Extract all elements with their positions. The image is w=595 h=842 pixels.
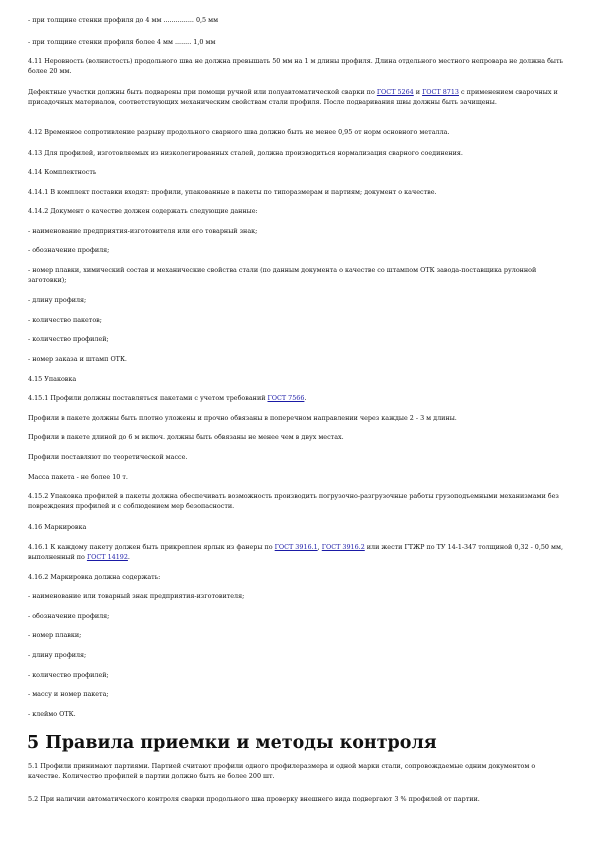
list-item xyxy=(28,335,568,345)
list-item xyxy=(28,671,568,681)
text-run: - количество профилей; xyxy=(28,335,109,343)
text-run: 4.14 Комплектность xyxy=(28,168,97,176)
text-run: - клеймо ОТК. xyxy=(28,710,76,718)
list-item xyxy=(28,266,568,285)
list-item xyxy=(28,612,568,622)
text-run: 4.12 Временное сопротивление разрыву продольного сварного шва должно быть не менее 0,95 от норм основного металла. xyxy=(28,128,450,136)
text-run: 4.11 Неровность (волнистость) продольного шва не должна превышать 50 мм на 1 м длины профиля. Длина отдельного местного непровара не должна быть более 20 мм. xyxy=(28,57,564,75)
standard-reference-link[interactable]: ГОСТ 14192 xyxy=(86,552,128,561)
text-run: 5.2 При наличии автоматического контроля сварки продольного шва проверку внешнего вида подвергают 3 % профилей от партии. xyxy=(28,795,480,803)
paragraph xyxy=(28,394,568,404)
text-run: - количество пакетов; xyxy=(28,316,102,324)
text-run: 5.1 Профили принимают партиями. Партией считают профили одного профилеразмера и одной марки стали, сопровождаемые одним документом о качестве. Количество профилей в партии должно быть не более 200 шт. xyxy=(28,762,536,780)
text-run: 4.15.1 Профили должны поставляться пакетами с учетом требований xyxy=(28,394,268,402)
list-item xyxy=(28,690,568,700)
paragraph xyxy=(28,38,568,48)
text-run: , xyxy=(317,543,322,551)
paragraph xyxy=(28,795,568,805)
text-run: - номер заказа и штамп ОТК. xyxy=(28,355,127,363)
text-run: - обозначение профиля; xyxy=(28,246,110,254)
paragraph xyxy=(28,573,568,583)
list-item xyxy=(28,246,568,256)
section-heading xyxy=(28,168,568,178)
text-run: - при толщине стенки профиля более 4 мм ........ 1,0 мм xyxy=(28,38,216,46)
text-run: 4.16.1 К каждому пакету должен быть прикреплен ярлык из фанеры по xyxy=(28,543,275,551)
text-run: . xyxy=(304,394,307,402)
chapter-heading: 5 Правила приемки и методы контроля xyxy=(27,733,437,753)
paragraph xyxy=(28,88,568,107)
list-item xyxy=(28,592,568,602)
text-run: - наименование предприятия-изготовителя или его товарный знак; xyxy=(28,227,258,235)
list-item xyxy=(28,355,568,365)
text-run: Дефектные участки должны быть подварены при помощи ручной или полуавтоматической сварки по xyxy=(28,88,377,96)
paragraph xyxy=(28,473,568,483)
section-heading xyxy=(28,523,568,533)
text-run: 4.16.2 Маркировка должна содержать: xyxy=(28,573,161,581)
paragraph xyxy=(28,57,568,76)
text-run: 4.14.1 В комплект поставки входят: профили, упакованные в пакеты по типоразмерам и партиям; документ о качестве. xyxy=(28,188,437,196)
text-run: Профили в пакете должны быть плотно уложены и прочно обвязаны в поперечном направлении через каждые 2 - 3 м длины. xyxy=(28,414,457,422)
text-run: - наименование или товарный знак предприятия-изготовителя; xyxy=(28,592,245,600)
paragraph xyxy=(28,433,568,443)
text-run: - количество профилей; xyxy=(28,671,109,679)
paragraph xyxy=(28,492,568,511)
paragraph xyxy=(28,762,568,781)
paragraph xyxy=(28,16,568,26)
text-run: - номер плавки; xyxy=(28,631,82,639)
list-item xyxy=(28,316,568,326)
standard-reference-link[interactable]: ГОСТ 8713 xyxy=(422,88,459,96)
paragraph xyxy=(28,453,568,463)
text-run: . xyxy=(127,552,130,561)
text-run: - номер плавки, химический состав и механические свойства стали (по данным документа о качестве со штампом ОТК завода-поставщика рулонной заготовки); xyxy=(28,266,537,284)
paragraph xyxy=(28,149,568,159)
list-item xyxy=(28,651,568,661)
paragraph xyxy=(28,128,568,138)
text-run: 4.16 Маркировка xyxy=(28,523,87,531)
list-item xyxy=(28,631,568,641)
text-run: 4.15 Упаковка xyxy=(28,375,77,383)
paragraph xyxy=(28,543,568,562)
standard-reference-link[interactable]: ГОСТ 3916.2 xyxy=(321,543,365,551)
list-item xyxy=(28,710,568,720)
text-run: с применением сварочных и присадочных материалов, соответствующих механическим свойствам стали профиля. После подваривания швы должны быть зачищены. xyxy=(28,88,558,106)
text-run: 4.14.2 Документ о качестве должен содержать следующие данные: xyxy=(28,207,258,215)
text-run: 4.15.2 Упаковка профилей в пакеты должна обеспечивать возможность производить погрузочно-разгрузочные работы грузоподъемными механизмами без повреждения профилей и с соблюдением мер безопасности. xyxy=(28,492,559,510)
text-run: 4.13 Для профилей, изготовляемых из низколегированных сталей, должна производиться нормализация сварного соединения. xyxy=(28,149,463,157)
paragraph xyxy=(28,414,568,424)
text-run: Масса пакета - не более 10 т. xyxy=(28,473,128,481)
text-run: - длину профиля; xyxy=(28,651,87,659)
section-heading xyxy=(28,375,568,385)
list-item xyxy=(28,296,568,306)
text-run: - при толщине стенки профиля до 4 мм ............... 0,5 мм xyxy=(28,16,219,24)
standard-reference-link[interactable]: ГОСТ 3916.1 xyxy=(274,543,318,551)
paragraph xyxy=(28,188,568,198)
standard-reference-link[interactable]: ГОСТ 5264 xyxy=(376,88,414,96)
text-run: и xyxy=(413,88,423,96)
text-run: Профили поставляют по теоретической массе. xyxy=(28,453,188,461)
text-run: Профили в пакете длиной до 6 м включ. должны быть обвязаны не менее чем в двух местах. xyxy=(28,433,344,441)
text-run: - длину профиля; xyxy=(28,296,87,304)
text-run: - обозначение профиля; xyxy=(28,612,110,620)
paragraph xyxy=(28,207,568,217)
standard-reference-link[interactable]: ГОСТ 7566 xyxy=(267,394,305,402)
text-run: или жести ГТЖР по ТУ 14-1-347 толщиной 0,32 - 0,50 мм, выполненный по xyxy=(28,543,564,561)
text-run: - массу и номер пакета; xyxy=(28,690,109,698)
list-item xyxy=(28,227,568,237)
